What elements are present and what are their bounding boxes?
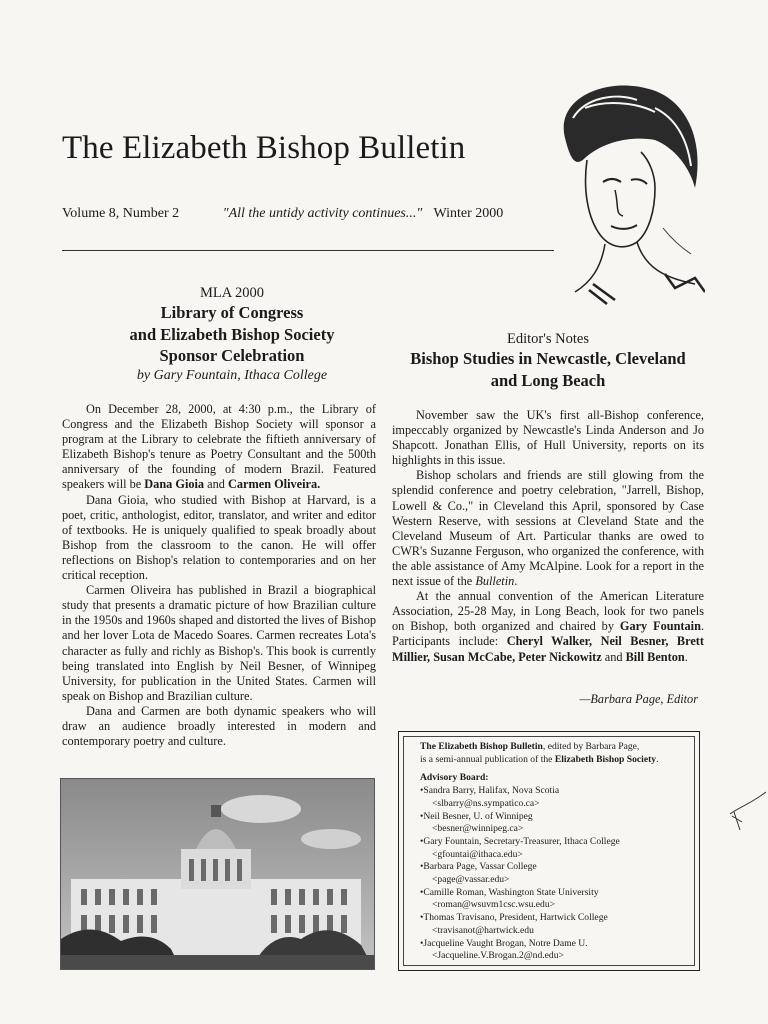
- left-headline-1: Library of Congress: [160, 303, 304, 322]
- advisory-board-label: Advisory Board:: [420, 772, 489, 784]
- masthead-box: [398, 731, 700, 971]
- bishop-portrait-image: [545, 78, 705, 318]
- left-paragraph-2: Dana Gioia, who studied with Bishop at Harvard, is a poet, critic, anthologist, editor, translator, and writer and editor of textbooks. He is uniquely qualified to speak broadly about Bishop from the classroom to the canon. He will offer reflections on Bishop's relation to contemporaries and on her critical reception.: [62, 492, 376, 583]
- right-paragraph-2: Bishop scholars and friends are still glowing from the splendid conference and poetry celebration, "Jarrell, Bishop, Lowell & Co.," in Cleveland this April, sponsored by Case Western Reserve, with sessions at Cleveland State and the Cleveland Museum of Art. Particular thanks are owed to CWR's Suzanne Ferguson, who organized the conference, with the able assistance of Amy McAlpine. Look for a report in the next issue of the Bulletin.: [392, 468, 704, 589]
- left-paragraph-3: Carmen Oliveira has published in Brazil a biographical study that presents a dramatic picture of how Brazilian culture in the 1950s and 1960s shaped and distorted the lives of Bishop and her lover Lota de Macedo Soares. Carmen recreates Lota's character as fully and richly as Bishop's. This book is currently being translated into English by Neil Besner, of Winnipeg University, for publication in the United States. Carmen will speak on Bishop and Brazilian culture.: [62, 583, 376, 703]
- left-paragraph-4: Dana and Carmen are both dynamic speakers who will draw an audience broadly interested in modern and contemporary poetry and culture.: [62, 703, 376, 749]
- board-member: •Sandra Barry, Halifax, Nova Scotia <slbarry@ns.sympatico.ca>: [420, 785, 560, 809]
- editor-signoff: —Barbara Page, Editor: [579, 692, 698, 706]
- right-headline-1: Bishop Studies in Newcastle, Cleveland: [410, 349, 686, 368]
- right-paragraph-1: November saw the UK's first all-Bishop conference, impeccably organized by Newcastle's Linda Anderson and Jo Shapcott. Jonathan Ellis, of Hull University, reports on its highlights in this issue.: [392, 408, 704, 468]
- board-member: •Neil Besner, U. of Winnipeg <besner@winnipeg.ca>: [420, 810, 533, 835]
- left-headline-3: Sponsor Celebration: [159, 346, 305, 365]
- left-article-header: [62, 284, 402, 385]
- left-paragraph-1: On December 28, 2000, at 4:30 p.m., the Library of Congress and the Elizabeth Bishop Society will sponsor a program at the Library to celebrate the fiftieth anniversary of Elizabeth Bishop's tenure as Poetry Consultant and the 500th anniversary of the founding of modern Brazil. Featured speakers will be Dana Gioia and Carmen Oliveira.: [62, 402, 376, 492]
- speaker-name: Carmen Oliveira.: [228, 477, 321, 492]
- board-member: •Gary Fountain, Secretary-Treasurer, Ithaca College <gfountai@ithaca.edu>: [420, 835, 620, 860]
- editors-notes-header: [390, 330, 706, 391]
- board-member: •Jacqueline Vaught Brogan, Notre Dame U. <Jacqueline.V.Brogan.2@nd.edu>: [420, 937, 588, 962]
- library-of-congress-photo: [60, 778, 375, 970]
- right-kicker: Editor's Notes: [507, 331, 589, 347]
- editors-notes-body: [392, 408, 704, 665]
- participants: Cheryl Walker, Neil Besner, Brett Millier, Susan McCabe, Peter Nickowitz: [392, 634, 704, 664]
- masthead-line-1: The Elizabeth Bishop Bulletin, edited by Barbara Page,: [420, 741, 640, 752]
- left-article-body: [62, 402, 376, 749]
- speaker-name: Dana Gioia: [144, 477, 205, 492]
- motto: "All the untidy activity continues...": [222, 206, 423, 221]
- left-kicker: MLA 2000: [199, 285, 265, 301]
- margin-pen-mark: [728, 790, 768, 840]
- issue-line: [62, 206, 542, 222]
- board-member: •Thomas Travisano, President, Hartwick College <travisanot@hartwick.edu: [420, 912, 608, 936]
- board-member: •Barbara Page, Vassar College <page@vassar.edu>: [420, 861, 537, 886]
- right-headline-2: and Long Beach: [490, 370, 606, 390]
- header-rule: [62, 250, 554, 251]
- board-member: •Camille Roman, Washington State University <roman@wsuvm1csc.wsu.edu>: [420, 886, 599, 911]
- right-paragraph-3: At the annual convention of the American Literature Association, 25-28 May, in Long Beach, look for two panels on Bishop, both organized and chaired by Gary Fountain. Participants include: Cheryl Walker, Neil Besner, Brett Millier, Susan McCabe, Peter Nickowitz and Bill Benton.: [392, 589, 705, 664]
- volume-number: Volume 8, Number 2: [62, 206, 180, 221]
- left-headline-2: and Elizabeth Bishop Society: [129, 324, 335, 344]
- masthead-inner: [403, 736, 695, 966]
- season: Winter 2000: [433, 206, 504, 221]
- bulletin-title: The Elizabeth Bishop Bulletin: [62, 130, 466, 166]
- masthead-line-2: is a semi-annual publication of the Elizabeth Bishop Society.: [420, 753, 659, 765]
- left-byline: by Gary Fountain, Ithaca College: [136, 367, 328, 383]
